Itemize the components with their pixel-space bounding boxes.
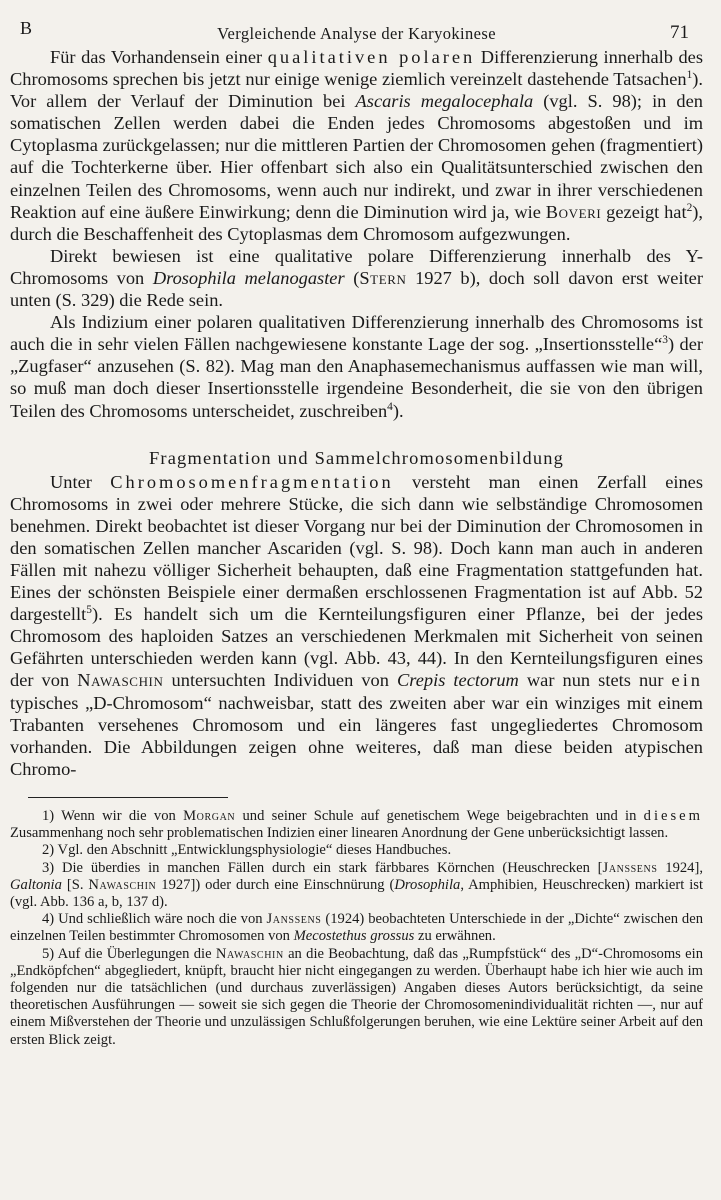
footnote-3 <box>10 860 703 912</box>
species-name: Drosophila <box>394 876 461 893</box>
spaced-emphasis: qualitativen polaren <box>267 47 476 67</box>
text-run: 1924], <box>657 859 703 876</box>
section-letter: B <box>20 18 33 38</box>
author-name: Stern <box>359 267 407 288</box>
text-run: 5) Auf die Überlegungen die <box>42 945 216 962</box>
footnote-1 <box>10 808 703 842</box>
text-run: an die Beobachtung, daß das „Rumpfstück“ des „D“-Chromosoms ein „Endköpfchen“ abgegliedert, knüpft, braucht hier nicht eingegangen zu werden. Überhaupt habe ich hier wie auch im folgenden nur die tatsächlichen (und durchaus zuverlässigen) Angaben dieses Autors berücksichtigt, da seine theoretischen Ausführungen — soweit sie sich gegen die Theorie der Chromosomenindividualität richten —, nur auf einem Mißverstehen der Theorie und unzulässigen Schlußfolgerungen beruhen, wie eine Lektüre seiner Arbeit auf den ersten Blick zeigt. <box>10 945 703 1048</box>
footnote-4 <box>10 911 703 945</box>
spaced-emphasis: diesem <box>643 807 703 824</box>
footnote-ref-2: 2 <box>686 201 693 214</box>
text-run: und seiner Schule auf genetischem Wege beigebrachten und in <box>235 807 644 824</box>
running-header <box>10 0 703 46</box>
text-run: Differenzierung innerhalb des Chromosoms sprechen bis jetzt nur einige wenige ziemlich vereinzelt dastehende Tatsachen <box>10 47 703 90</box>
text-run: war nun stets nur <box>518 670 672 691</box>
author-name: Janssens <box>602 859 658 876</box>
spaced-emphasis: ein <box>671 670 703 691</box>
text-run: ). <box>392 400 404 421</box>
author-name: Nawaschin <box>215 945 284 962</box>
author-name: Nawaschin <box>88 876 157 893</box>
footnote-ref-5: 5 <box>86 604 92 617</box>
spaced-emphasis: Chromosomenfragmentation <box>110 471 394 492</box>
footnote-ref-3: 3 <box>662 334 668 347</box>
text-run: Unter <box>50 471 111 492</box>
author-name: Morgan <box>183 807 236 824</box>
species-name: Crepis tectorum <box>397 670 519 691</box>
species-name: Ascaris megalocephala <box>355 91 534 112</box>
text-run: , Amphibien, Heuschrecken) markiert ist (vgl. Abb. 136 a, b, 137 d). <box>10 876 704 910</box>
text-run: gezeigt hat <box>601 201 687 222</box>
footnote-5 <box>10 946 703 1049</box>
footnote-ref-1: 1 <box>686 68 693 81</box>
text-run: ). Vor allem der Verlauf der Diminution bei <box>10 69 703 112</box>
text-run: 1927]) oder durch eine Einschnürung ( <box>156 876 395 893</box>
text-run: ). Es handelt sich um die Kernteilungsfiguren einer Pflanze, bei der jedes Chromosom des haploiden Satzes an verschiedenen Merkmalen mit Sicherheit von seinen Gefährten unterschieden werden kann (vgl. Abb. 43, 44). In den Kernteilungsfiguren eines der von <box>10 604 703 691</box>
species-name: Galtonia <box>10 876 62 893</box>
footnote-2: 2) Vgl. den Abschnitt „Entwicklungsphysiologie“ dieses Handbuches. <box>42 842 452 859</box>
text-run: (1924) beobachteten Unterschiede in der „Dichte“ zwischen den einzelnen Teilen bestimmter Chromosomen von <box>10 911 703 945</box>
text-run: typisches „D-Chromosom“ nachweisbar, statt des zweiten aber war ein winziges mit einem Trabanten versehenes Chromosom und ein längeres fast ungegliedertes Chromosom vorhanden. Die Abbildungen zeigen ohne weiteres, daß man diese beiden atypischen Chromo- <box>10 692 703 779</box>
running-title: Vergleichende Analyse der Karyokinese <box>217 24 496 43</box>
text-run: untersuchten Individuen von <box>163 670 397 691</box>
paragraph-4 <box>10 471 703 780</box>
text-run: (vgl. S. 98); in den somatischen Zellen werden dabei die Enden jedes Chromosoms abgestoßen und im Cytoplasma zurückgelassen; nur die mittleren Partien der Chromosomen gehen (fragmentiert) auf die Tochterkerne über. Hier offenbart sich also ein Qualitätsunterschied zwischen den einzelnen Teilen des Chromosoms, wenn auch nur indirekt, und zwar in ihrer verschiedenen Reaktion auf eine äußere Einwirkung; denn die Diminution wird ja, wie <box>10 91 703 222</box>
paragraph-1 <box>10 46 703 245</box>
footnotes <box>10 808 703 1049</box>
paragraph-2 <box>10 245 703 311</box>
text-run: 1) Wenn wir die von <box>42 807 184 824</box>
main-text <box>10 46 703 780</box>
text-run: [S. <box>61 876 89 893</box>
text-run: Als Indizium einer polaren qualitativen Differenzierung innerhalb des Chromosoms ist auch die in sehr vielen Fällen nachgewiesene konstante Lage der sog. „Insertionsstelle“ <box>10 312 703 355</box>
species-name: Mecostethus grossus <box>293 928 415 945</box>
text-run: ), durch die Beschaffenheit des Cytoplasmas dem Chromosom aufgezwungen. <box>10 201 704 244</box>
text-run: 4) Und schließlich wäre noch die von <box>42 911 267 928</box>
species-name: Drosophila melanogaster <box>152 267 345 288</box>
footnote-divider <box>28 797 228 798</box>
text-run: 3) Die überdies in manchen Fällen durch ein stark färbbares Körnchen (Heuschrecken [ <box>42 859 603 876</box>
text-run: zu erwähnen. <box>414 928 496 945</box>
text-run: 1927 b), doch soll davon erst weiter unten (S. 329) die Rede sein. <box>10 267 703 311</box>
text-run: Für das Vorhandensein einer <box>50 47 268 67</box>
text-run: Zusammenhang noch sehr problematischen Indizien einer linearen Anordnung der Gene unberücksichtigt lassen. <box>10 825 669 842</box>
author-name: Janssens <box>266 911 322 928</box>
text-run: versteht man einen Zerfall eines Chromosoms in zwei oder mehrere Stücke, die sich dann wie selbständige Chromosomen benehmen. Direkt beobachtet ist dieser Vorgang nur bei der Diminution der Chromosomen in den somatischen Zellen mancher Ascariden (vgl. S. 98). Doch kann man auch in anderen Fällen mit nahezu völliger Sicherheit behaupten, daß eine Fragmentation stattgefunden hat. Eines der schönsten Beispiele einer dermaßen erschlossenen Fragmentation ist auf Abb. 52 dargestellt <box>10 471 703 625</box>
footnote-ref-4: 4 <box>387 400 393 413</box>
section-heading: Fragmentation und Sammelchromosomenbildung <box>148 447 565 468</box>
paragraph-3 <box>10 311 703 421</box>
text-run: ) der „Zugfaser“ anzusehen (S. 82). Mag man den Anaphasemechanismus auffassen wie man will, so muß man doch dieser Insertionsstelle irgendeine Besonderheit, die sie von den übrigen Teilen des Chromosoms unterscheidet, zuschreiben <box>10 334 703 421</box>
author-name: Boveri <box>545 201 602 222</box>
page-number: 71 <box>670 22 689 43</box>
text-run: Direkt bewiesen ist eine qualitative polare Differenzierung innerhalb des Y-Chromosoms von <box>10 245 703 288</box>
author-name: Nawaschin <box>77 670 164 691</box>
text-run: ( <box>344 267 360 288</box>
